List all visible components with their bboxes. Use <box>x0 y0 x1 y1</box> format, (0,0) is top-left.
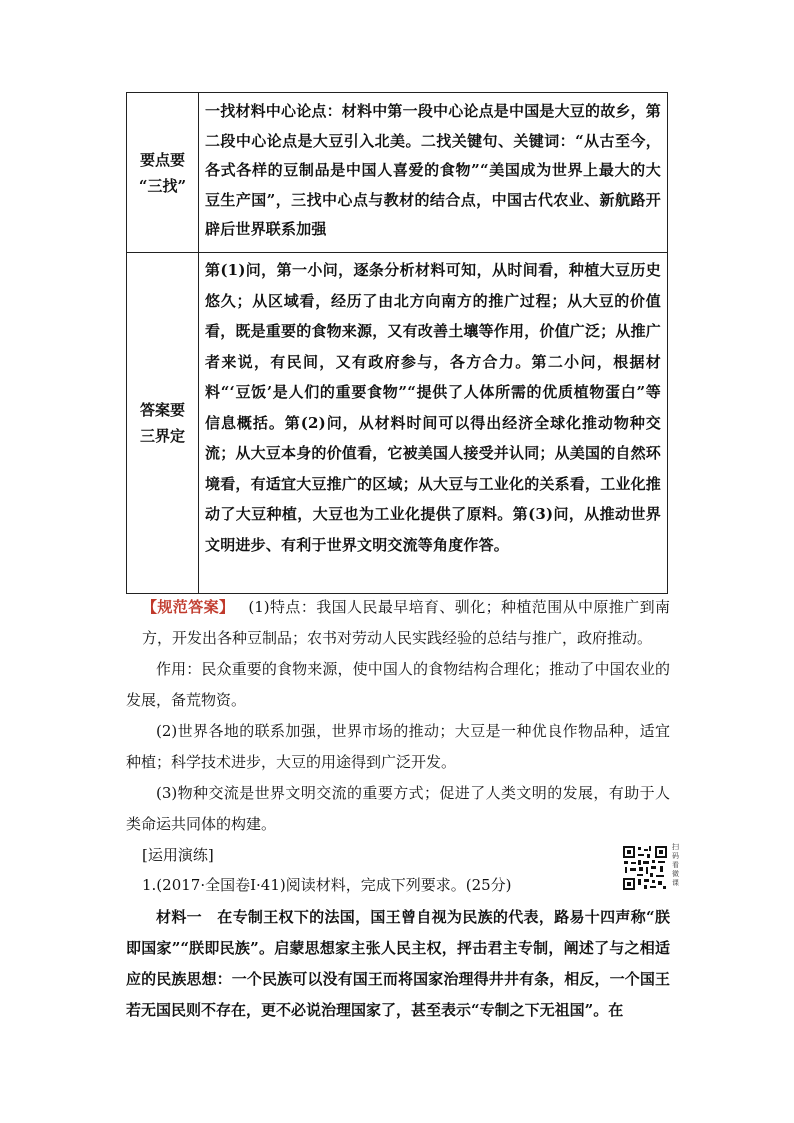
table-row <box>127 253 667 593</box>
row-content: 一找材料中心论点：材料中第一段中心论点是中国是大豆的故乡，第二段中心论点是大豆引入北美。二找关键句、关键词：“从古至今，各式各样的豆制品是中国人喜爱的食物”“美国成为世界上最大的大豆生产国”，三找中心点与教材的结合点，中国古代农业、新航路开辟后世界联系加强 <box>205 102 662 238</box>
practice-heading: [运用演练] <box>142 846 214 864</box>
row-label-line2: 三界定 <box>139 427 185 445</box>
row-label-line1: 答案要 <box>139 401 185 419</box>
qr-code-label: 扫码看微课 <box>672 843 679 887</box>
answer-tag: 【规范答案】 <box>142 598 235 616</box>
row-content: 第(1)问，第一小问，逐条分析材料可知，从时间看，种植大豆历史悠久；从区域看，经历了由北方向南方的推广过程；从大豆的价值看，既是重要的食物来源，又有改善土壤等作用，价值广泛；从推广者来说，有民间，又有政府参与，各方合力。第二小问，根据材料“‘豆饭’是人们的重要食物”“提供了人体所需的优质植物蛋白”等信息概括。第(2)问，从材料时间可以得出经济全球化推动物种交流；从大豆本身的价值看，它被美国人接受并认同；从美国的自然环境看，有适宜大豆推广的区域；从大豆与工业化的关系看，工业化推动了大豆种植，大豆也为工业化提供了原料。第(3)问，从推动世界文明进步、有利于世界文明交流等角度作答。 <box>205 261 662 554</box>
table-row <box>127 93 667 253</box>
row-label-line2: “三找” <box>138 176 187 195</box>
question-line: 1.(2017·全国卷Ⅰ·41)阅读材料，完成下列要求。(25分) <box>142 876 512 894</box>
answer-paragraph-2: 作用：民众重要的食物来源，使中国人的食物结构合理化；推动了中国农业的发展，备荒物资。 <box>126 660 670 709</box>
row-label <box>127 253 199 593</box>
answer-text-1: (1)特点：我国人民最早培育、驯化；种植范围从中原推广到南方，开发出各种豆制品；农书对劳动人民实践经验的总结与推广，政府推动。 <box>142 598 670 647</box>
analysis-table <box>126 92 668 594</box>
row-label-line1: 要点要 <box>139 150 185 169</box>
answer-paragraph-1 <box>142 592 670 654</box>
answer-paragraph-3: (2)世界各地的联系加强，世界市场的推动；大豆是一种优良作物品种，适宜种植；科学技术进步，大豆的用途得到广泛开发。 <box>126 722 670 771</box>
qr-code-icon[interactable] <box>622 845 668 891</box>
material-paragraph: 材料一 在专制王权下的法国，国王曾自视为民族的代表，路易十四声称“朕即国家”“朕即民族”。启蒙思想家主张人民主权，抨击君主专制，阐述了与之相适应的民族思想：一个民族可以没有国王而将国家治理得井井有条，相反，一个国王若无国民则不存在，更不必说治理国家了，甚至表示“专制之下无祖国”。在 <box>126 908 670 1019</box>
row-label <box>127 93 199 252</box>
answer-paragraph-4: (3)物种交流是世界文明交流的重要方式；促进了人类文明的发展，有助于人类命运共同体的构建。 <box>126 784 670 833</box>
